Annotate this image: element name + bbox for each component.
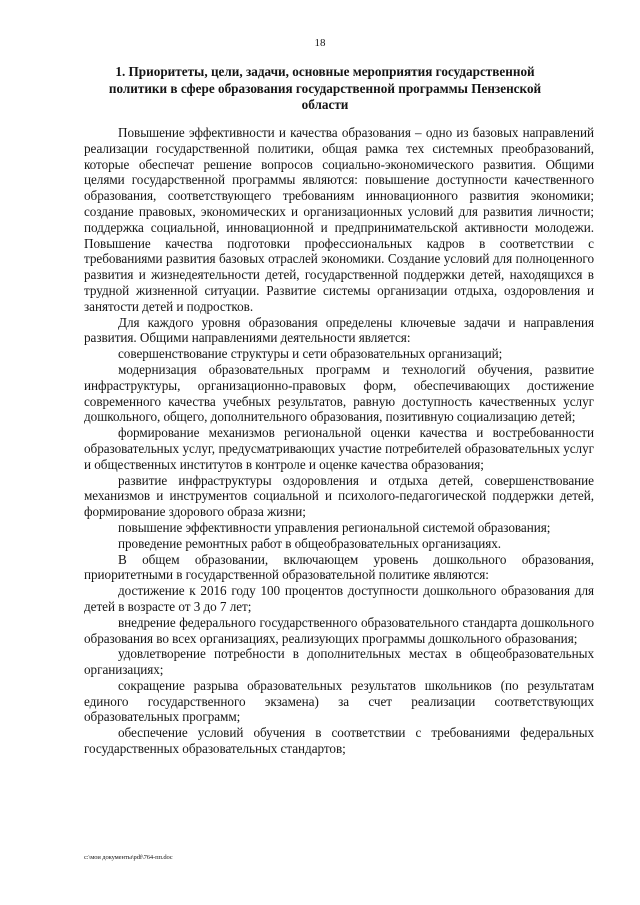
paragraph: проведение ремонтных работ в общеобразовательных организациях.: [118, 535, 502, 551]
paragraph: В общем образовании, включающем уровень дошкольного образования, приоритетными в государственной образовательной политике являются:: [84, 551, 594, 583]
paragraph: модернизация образовательных программ и технологий обучения, развитие инфраструктуры, организационно-правовых форм, обеспечивающих достижение современного качества учебных результатов, равную доступность качественных услуг дошкольного, общего, дополнительного образования, позитивную социализацию детей;: [84, 361, 594, 425]
paragraph: обеспечение условий обучения в соответствии с требованиями федеральных государственных образовательных стандартов;: [84, 725, 594, 757]
paragraph: Для каждого уровня образования определены ключевые задачи и направления развития. Общими направлениями деятельности является:: [84, 314, 594, 346]
page-number: 18: [314, 37, 326, 49]
paragraph: развитие инфраструктуры оздоровления и отдыха детей, совершенствование механизмов и инструментов социальной и психолого-педагогической поддержки детей, формирование здорового образа жизни;: [84, 472, 594, 520]
paragraph: повышение эффективности управления региональной системой образования;: [118, 519, 551, 535]
paragraph: Повышение эффективности и качества образования – одно из базовых направлений реализации государственной политики, общая рамка тех системных преобразований, которые обеспечат решение вопросов социально-экономического развития. Общими целями государственной программы являются: повышение доступности качественного образования, соответствующего требованиям инновационного развития экономики; создание правовых, экономических и организационных условий для развития личности; поддержка социальной, инновационной и предпринимательской активности молодежи. Повышение качества подготовки профессиональных кадров в соответствии с требованиями развития базовых отраслей экономики. Создание условий для полноценного развития и жизнедеятельности детей, государственной поддержки детей, находящихся в трудной жизненной ситуации. Развитие системы организации отдыха, оздоровления и занятости детей и подростков.: [84, 125, 594, 314]
body-text: [84, 125, 594, 757]
paragraph: удовлетворение потребности в дополнительных местах в общеобразовательных организациях;: [84, 646, 594, 678]
paragraph: совершенствование структуры и сети образовательных организаций;: [118, 346, 503, 362]
footer-file-path: c:\мои документы\pdf\764-пп.doc: [84, 854, 173, 861]
paragraph: внедрение федерального государственного образовательного стандарта дошкольного образования во всех организациях, реализующих программы дошкольного образования;: [84, 614, 594, 646]
paragraph: сокращение разрыва образовательных результатов школьников (по результатам единого государственного экзамена) за счет реализации соответствующих образовательных программ;: [84, 677, 594, 725]
paragraph: формирование механизмов региональной оценки качества и востребованности образовательных услуг, предусматривающих участие потребителей образовательных услуг и общественных институтов в контроле и оценке качества образования;: [84, 425, 594, 472]
section-heading: 1. Приоритеты, цели, задачи, основные мероприятия государственной политики в сфере образования государственной программы Пензенской области: [108, 64, 542, 112]
paragraph: достижение к 2016 году 100 процентов доступности дошкольного образования для детей в возрасте от 3 до 7 лет;: [84, 583, 594, 614]
